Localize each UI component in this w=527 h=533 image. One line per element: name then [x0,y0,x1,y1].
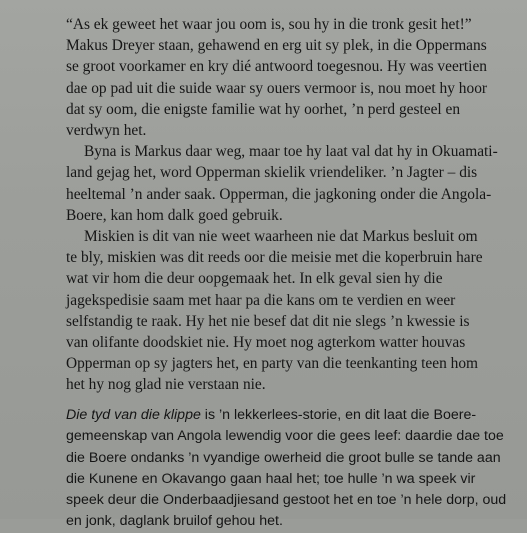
text-line: te bly, miskien was dit reeds oor die meisie met die koperbruin hare [66,249,483,267]
book-title: Die tyd van die klippe [66,407,201,423]
text-line: Boere, kan hom dalk goed gebruik. [66,206,283,224]
text-line: Makus Dreyer staan, gehawend en erg uit sy plek, in die Oppermans [66,37,487,55]
paragraph-3 [66,226,483,396]
text-line: wat vir hom die deur oopgemaak het. In elk geval sien hy die [66,270,443,288]
text-line: het hy nog glad nie verstaan nie. [66,376,266,394]
paragraph-1 [66,14,488,141]
text-line: gemeenskap van Angola lewendig voor die gees leef: daardie dae toe [66,428,504,445]
blurb [66,405,507,533]
text-line: Miskien is dit van nie weet waarheen nie dat Markus besluit om [84,228,478,246]
paragraph-2 [66,141,498,226]
text-line: se groot voorkamer en kry dié antwoord toegesnou. Hy was veertien [66,58,487,76]
text-line [66,405,476,426]
text-line: heeltemal ’n ander saak. Opperman, die jagkoning onder die Angola- [66,185,492,203]
text-line: Opperman op sy jagters het, en party van die teenkanting teen hom [66,355,479,373]
text-line: speek deur die Onderbaadjiesand gestoot het en toe ’n hele dorp, oud [66,492,507,509]
story-excerpt [66,14,498,396]
text-line: verdwyn het. [66,122,147,140]
text-line: land gejag het, word Opperman skielik vriendeliker. ’n Jagter – dis [66,164,478,182]
text-fragment: is ’n lekkerlees-storie, en dit laat die Boere- [200,407,477,423]
text-line: van olifante doodskiet nie. Hy moet nog agterkom watter houvas [66,334,466,352]
text-line: “As ek geweet het waar jou oom is, sou hy in die tronk gesit het!” [66,16,472,33]
text-line: dat sy oom, die enigste familie wat hy oorhet, ’n perd gesteel en [66,100,461,118]
text-line: en jonk, daglank bruilof gehou het. [66,513,283,530]
text-line: selfstandig te raak. Hy het nie besef dat dit nie slegs ’n kwessie is [66,312,470,330]
text-line: die Boere ondanks ’n vyandige owerheid die groot bulle se tande aan [66,449,501,466]
text-line: die Kunene en Okavango gaan haal het; toe hulle ’n wa speek vir [66,470,476,487]
text-line: dae op pad uit die suide waar sy ouers vermoor is, nou moet hy hoor [66,79,488,97]
text-line: Byna is Markus daar weg, maar toe hy laat val dat hy in Okuamati- [84,143,498,161]
text-line: jagekspedisie saam met haar pa die kans om te verdien en weer [66,291,456,309]
